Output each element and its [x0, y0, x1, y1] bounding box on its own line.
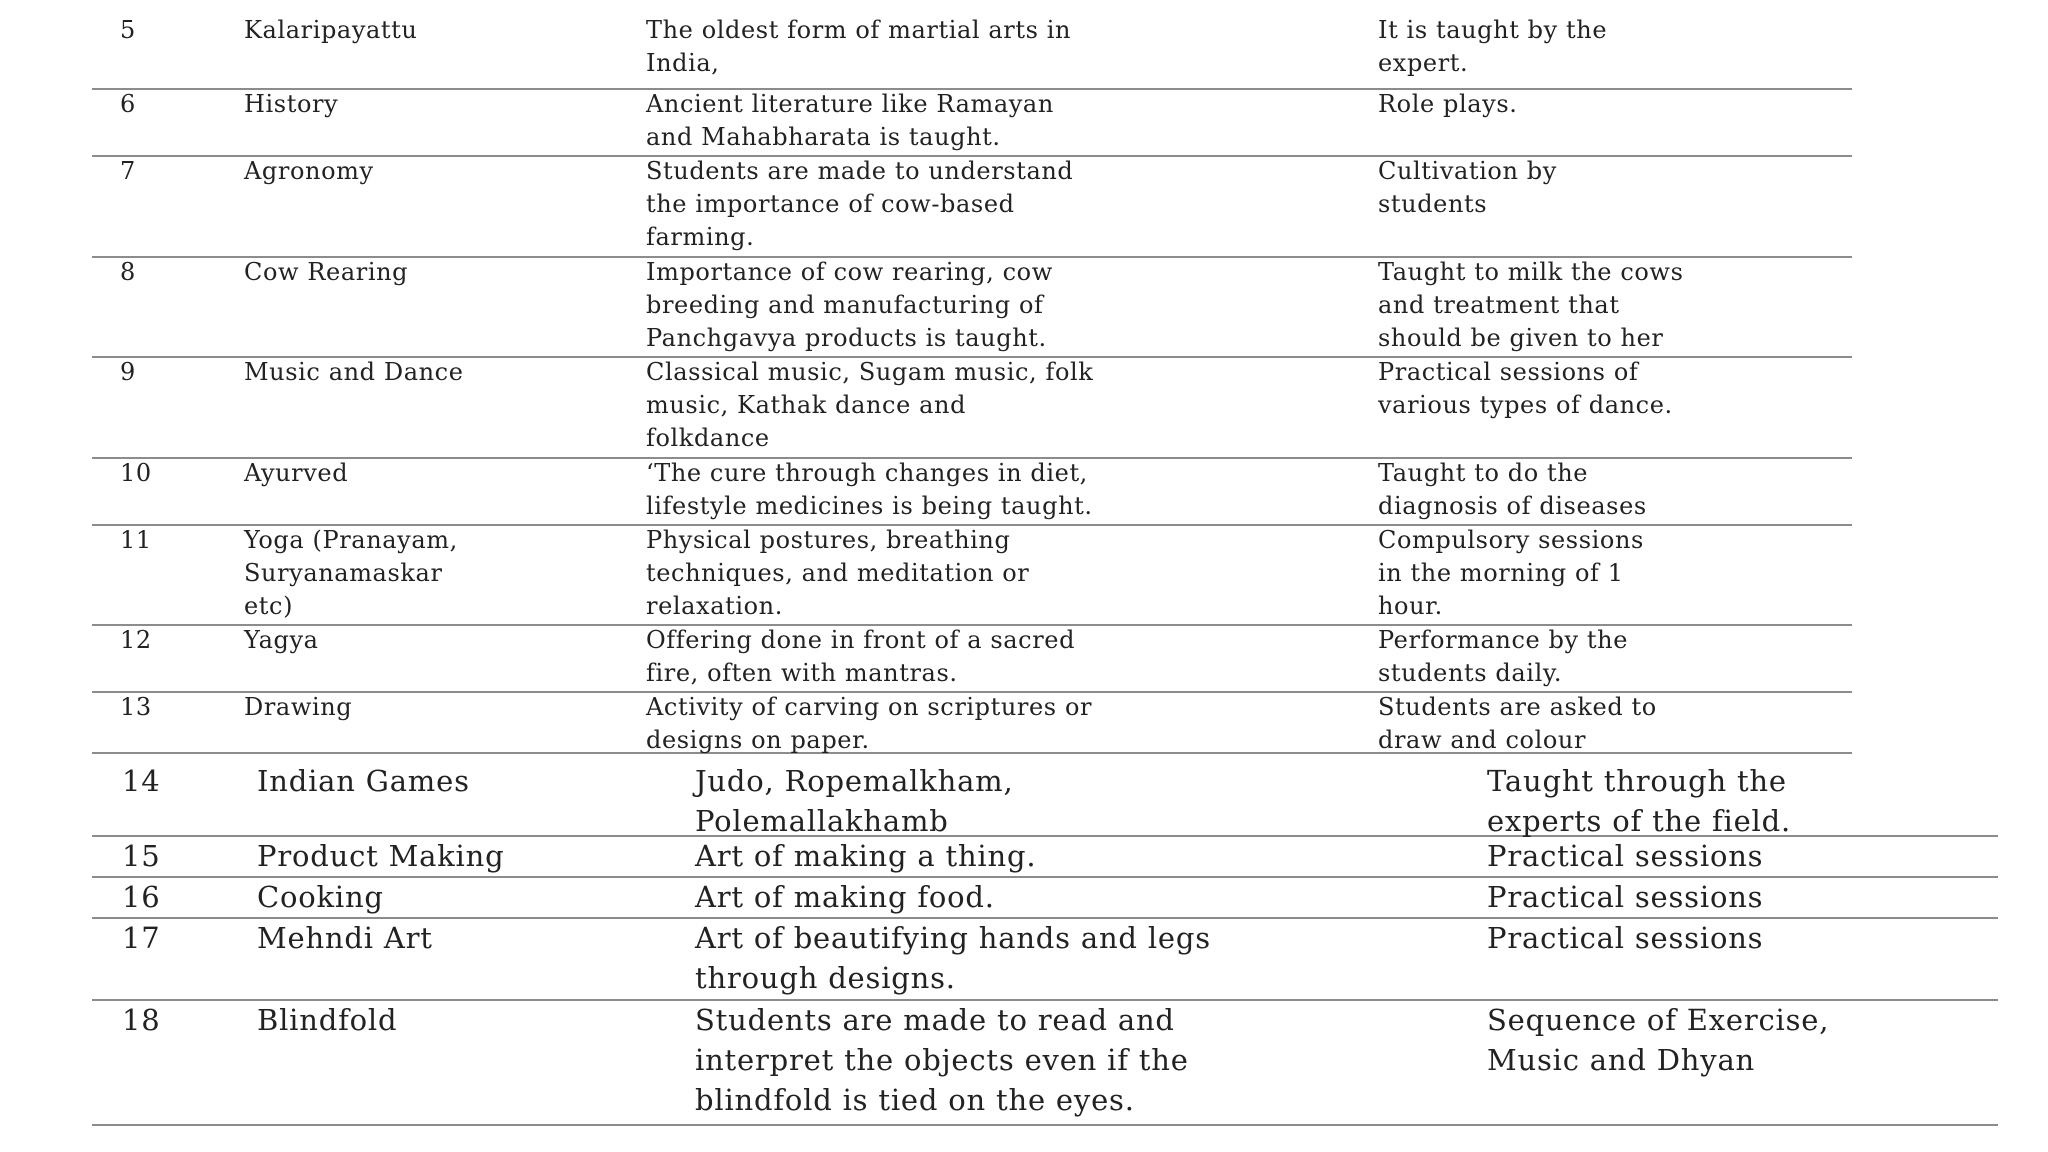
method-cell: Role plays.: [1378, 90, 1518, 118]
table-row: [92, 357, 1852, 459]
description-cell: Classical music, Sugam music, folk music, Kathak dance and folkdance: [646, 358, 1094, 452]
row-number: 16: [122, 880, 161, 914]
method-cell: Taught to do the diagnosis of diseases: [1378, 459, 1647, 520]
description-cell: ‘The cure through changes in diet, lifestyle medicines is being taught.: [646, 459, 1093, 520]
table-row: [92, 1000, 1998, 1126]
row-number: 10: [120, 459, 152, 487]
method-cell: Practical sessions: [1487, 921, 1764, 955]
row-number: 6: [120, 90, 136, 118]
subject-cell: Yoga (Pranayam, Suryanamaskar etc): [244, 526, 458, 620]
description-cell: The oldest form of martial arts in India,: [646, 16, 1072, 77]
table-row: [92, 525, 1852, 626]
table-row: [92, 753, 1998, 837]
method-cell: Taught through the experts of the field.: [1487, 764, 1792, 838]
row-number: 12: [120, 626, 152, 654]
subject-cell: Music and Dance: [244, 358, 464, 386]
subject-cell: Cooking: [257, 880, 384, 914]
row-number: 14: [122, 764, 161, 798]
subject-cell: Kalaripayattu: [244, 16, 418, 44]
method-cell: Sequence of Exercise, Music and Dhyan: [1487, 1003, 1830, 1077]
subject-cell: Indian Games: [257, 764, 470, 798]
description-cell: Students are made to read and interpret the objects even if the blindfold is tied on the eyes.: [695, 1003, 1189, 1117]
row-number: 18: [122, 1003, 161, 1037]
row-number: 11: [120, 526, 152, 554]
table-row: [92, 918, 1998, 1001]
description-cell: Students are made to understand the importance of cow-based farming.: [646, 157, 1074, 251]
description-cell: Art of making food.: [695, 880, 995, 914]
subject-cell: Product Making: [257, 839, 505, 873]
description-cell: Physical postures, breathing techniques, and meditation or relaxation.: [646, 526, 1030, 620]
row-number: 8: [120, 258, 136, 286]
method-cell: Compulsory sessions in the morning of 1 hour.: [1378, 526, 1644, 620]
row-number: 13: [120, 693, 152, 721]
row-number: 15: [122, 839, 161, 873]
table-row: [92, 0, 1852, 90]
subject-cell: Agronomy: [244, 157, 374, 185]
method-cell: Cultivation by students: [1378, 157, 1557, 218]
description-cell: Art of beautifying hands and legs through designs.: [695, 921, 1211, 995]
subject-cell: Yagya: [244, 626, 319, 654]
table-row: [92, 458, 1852, 526]
table-row: [92, 257, 1852, 358]
table-row: [92, 836, 1998, 878]
subject-cell: Blindfold: [257, 1003, 398, 1037]
description-cell: Judo, Ropemalkham, Polemallakhamb: [695, 764, 1014, 838]
row-number: 7: [120, 157, 136, 185]
row-number: 17: [122, 921, 161, 955]
row-number: 9: [120, 358, 136, 386]
subject-cell: Ayurved: [244, 459, 349, 487]
table-row: [92, 625, 1852, 693]
description-cell: Art of making a thing.: [695, 839, 1037, 873]
description-cell: Activity of carving on scriptures or designs on paper.: [646, 693, 1093, 754]
method-cell: Practical sessions: [1487, 880, 1764, 914]
method-cell: It is taught by the expert.: [1378, 16, 1608, 77]
row-number: 5: [120, 16, 136, 44]
description-cell: Importance of cow rearing, cow breeding and manufacturing of Panchgavya products is taught.: [646, 258, 1053, 352]
table-row: [92, 156, 1852, 258]
method-cell: Taught to milk the cows and treatment that should be given to her: [1378, 258, 1684, 352]
table-row: [92, 877, 1998, 919]
subject-cell: History: [244, 90, 339, 118]
table-row: [92, 89, 1852, 157]
method-cell: Practical sessions: [1487, 839, 1764, 873]
description-cell: Offering done in front of a sacred fire, often with mantras.: [646, 626, 1076, 687]
subject-cell: Mehndi Art: [257, 921, 433, 955]
description-cell: Ancient literature like Ramayan and Mahabharata is taught.: [646, 90, 1054, 151]
method-cell: Students are asked to draw and colour: [1378, 693, 1657, 754]
table-row: [92, 692, 1852, 754]
method-cell: Practical sessions of various types of dance.: [1378, 358, 1673, 419]
subject-cell: Cow Rearing: [244, 258, 409, 286]
subject-cell: Drawing: [244, 693, 353, 721]
method-cell: Performance by the students daily.: [1378, 626, 1629, 687]
